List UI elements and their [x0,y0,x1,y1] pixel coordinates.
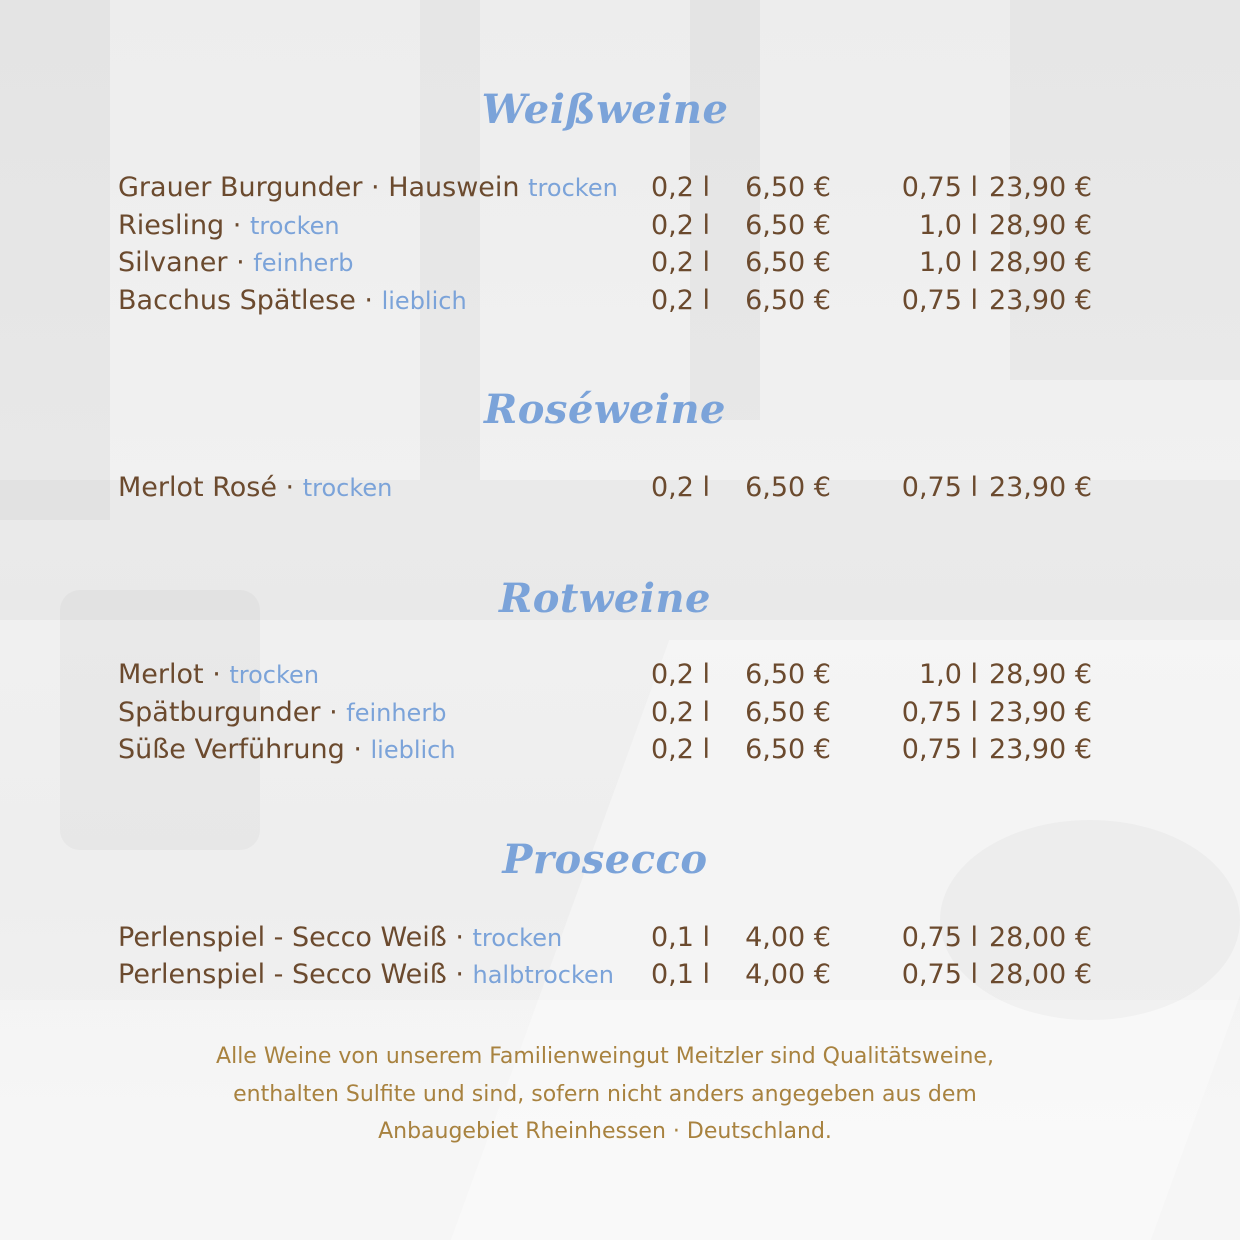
volume-large: 0,75 l [901,697,978,728]
price-large: 28,00 € [988,959,1092,990]
price-large: 23,90 € [988,734,1092,765]
volume-large: 0,75 l [901,172,978,203]
item-note: trocken [229,661,320,689]
item-name-group: Merlot Rosé · trocken [118,472,393,503]
volume-small: 0,2 l [651,247,711,278]
footer-note [150,1038,1060,1151]
price-small: 6,50 € [745,734,831,765]
footer-line: Alle Weine von unserem Familienweingut Meitzler sind Qualitätsweine, [216,1044,994,1069]
volume-small: 0,1 l [651,922,711,953]
price-large: 28,00 € [988,922,1092,953]
menu-item [118,210,1098,246]
item-name: Merlot Rosé [118,472,277,503]
section-title-weissweine: Weißweine [481,86,729,133]
price-small: 6,50 € [745,247,831,278]
section-title-rotweine: Rotweine [498,575,711,622]
volume-small: 0,1 l [651,959,711,990]
item-name: Silvaner [118,247,228,278]
menu-item [118,285,1098,321]
price-small: 6,50 € [745,285,831,316]
item-name-group: Merlot · trocken [118,659,320,690]
price-large: 28,90 € [988,210,1092,241]
menu-item [118,172,1098,208]
footer-line: enthalten Sulfite und sind, sofern nicht anders angegeben aus dem [233,1081,977,1107]
volume-small: 0,2 l [651,659,711,690]
price-large: 23,90 € [988,697,1092,728]
price-large: 28,90 € [988,659,1092,690]
menu-item [118,959,1098,995]
item-name: Bacchus Spätlese [118,285,356,316]
item-name-group: Spätburgunder · feinherb [118,697,447,728]
item-name: Grauer Burgunder · Hauswein [118,172,520,203]
price-small: 6,50 € [745,659,831,690]
price-small: 4,00 € [745,922,831,953]
volume-large: 0,75 l [901,472,978,503]
price-large: 23,90 € [988,285,1092,316]
item-name: Süße Verführung [118,734,345,765]
menu-item [118,697,1098,733]
item-note: lieblich [381,287,467,315]
item-name: Merlot [118,659,204,690]
item-note: feinherb [346,699,447,727]
price-large: 23,90 € [988,472,1092,503]
item-note: lieblich [370,736,456,764]
item-note: trocken [528,174,618,202]
volume-small: 0,2 l [651,734,711,765]
menu-item [118,734,1098,770]
menu-item [118,659,1098,695]
item-name-group [118,172,618,203]
price-small: 6,50 € [745,472,831,503]
menu-item [118,922,1098,958]
volume-small: 0,2 l [651,697,711,728]
price-small: 6,50 € [745,697,831,728]
item-note: trocken [302,474,393,502]
volume-large: 0,75 l [901,285,978,316]
volume-small: 0,2 l [651,172,711,203]
volume-small: 0,2 l [651,285,711,316]
item-name-group: Riesling · trocken [118,210,340,241]
section-title-roseweine: Roséweine [484,386,726,433]
footer-line: Anbaugebiet Rheinhessen · Deutschland. [378,1119,832,1144]
price-small: 6,50 € [745,172,831,203]
item-name-group: Bacchus Spätlese · lieblich [118,285,467,316]
volume-small: 0,2 l [651,210,711,241]
item-name: Perlenspiel - Secco Weiß [118,959,447,990]
volume-large: 1,0 l [918,210,978,241]
item-name: Spätburgunder [118,697,321,728]
item-note: halbtrocken [472,961,614,989]
item-note: trocken [249,212,340,240]
volume-large: 0,75 l [901,734,978,765]
menu-item [118,247,1098,283]
item-name-group: Silvaner · feinherb [118,247,354,278]
price-large: 23,90 € [988,172,1092,203]
volume-small: 0,2 l [651,472,711,503]
price-small: 6,50 € [745,210,831,241]
menu-item [118,472,1098,508]
item-name-group: Perlenspiel - Secco Weiß · halbtrocken [118,959,614,990]
volume-large: 1,0 l [918,247,978,278]
price-small: 4,00 € [745,959,831,990]
item-name: Perlenspiel - Secco Weiß [118,922,447,953]
item-name-group: Süße Verführung · lieblich [118,734,456,765]
section-title-prosecco: Prosecco [502,836,708,883]
item-note: feinherb [253,249,354,277]
volume-large: 1,0 l [918,659,978,690]
volume-large: 0,75 l [901,922,978,953]
item-name-group: Perlenspiel - Secco Weiß · trocken [118,922,563,953]
volume-large: 0,75 l [901,959,978,990]
item-note: trocken [472,924,563,952]
item-name: Riesling [118,210,225,241]
price-large: 28,90 € [988,247,1092,278]
